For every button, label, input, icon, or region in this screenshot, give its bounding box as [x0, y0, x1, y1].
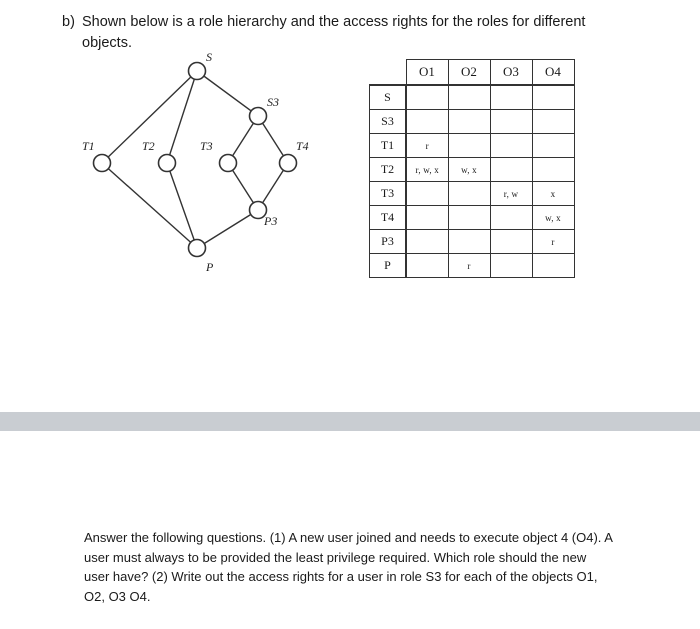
rights-cell [532, 134, 574, 158]
node-T1 [94, 155, 111, 172]
role-hierarchy-diagram [60, 50, 360, 290]
rights-cell [490, 254, 532, 278]
col-head-label: O2 [461, 64, 477, 79]
rights-cell [490, 85, 532, 110]
table-row [370, 158, 575, 182]
question-label: b) [62, 14, 75, 30]
role-cell: S [370, 85, 407, 110]
rights-cell [532, 158, 574, 182]
role-cell: T1 [370, 134, 407, 158]
edge-T1-P [102, 163, 197, 248]
rights-cell [406, 182, 448, 206]
rights-cell [406, 254, 448, 278]
rights-cell: r, w [490, 182, 532, 206]
edge-P3-P [197, 210, 258, 248]
rights-cell: r, w, x [406, 158, 448, 182]
rights-cell: w, x [532, 206, 574, 230]
rights-cell [406, 230, 448, 254]
node-T2 [159, 155, 176, 172]
rights-cell [490, 230, 532, 254]
rights-cell [490, 134, 532, 158]
role-cell: P3 [370, 230, 407, 254]
node-P [189, 240, 206, 257]
rights-cell [490, 158, 532, 182]
label-T1: T1 [82, 139, 95, 153]
rights-cell: r [532, 230, 574, 254]
rights-cell [448, 230, 490, 254]
question-text: Shown below is a role hierarchy and the access rights for the roles for different objects. [82, 14, 586, 51]
col-head-label: O4 [545, 64, 561, 79]
rights-cell: r [406, 134, 448, 158]
rights-cell [532, 85, 574, 110]
divider-band [0, 412, 700, 431]
hierarchy-edges [102, 71, 288, 248]
col-head-o2 [448, 60, 490, 86]
role-cell: T3 [370, 182, 407, 206]
role-cell: S3 [370, 110, 407, 134]
rights-cell [490, 206, 532, 230]
table-row [370, 182, 575, 206]
rights-cell [532, 254, 574, 278]
label-S: S [206, 50, 212, 64]
label-T4: T4 [296, 139, 309, 153]
answer-prompt: Answer the following questions. (1) A new user joined and needs to execute object 4 (O4). A user must always to be provided the least privilege required. Which role should the new user have? (2) Write out the access rights for a user in role S3 for each of the objects O1, O2, O3 O4. [84, 530, 613, 604]
node-S3 [250, 108, 267, 125]
col-head-label: O3 [503, 64, 519, 79]
label-S3: S3 [267, 95, 279, 109]
role-cell: T2 [370, 158, 407, 182]
rights-cell [532, 110, 574, 134]
table-row [370, 254, 575, 278]
rights-cell: r [448, 254, 490, 278]
rights-cell: x [532, 182, 574, 206]
node-T4 [280, 155, 297, 172]
col-head-label: O1 [419, 64, 435, 79]
rights-cell [406, 110, 448, 134]
label-P: P [206, 260, 214, 274]
role-cell: T4 [370, 206, 407, 230]
table-row [370, 206, 575, 230]
label-T3: T3 [200, 139, 213, 153]
table-row [370, 230, 575, 254]
label-T2: T2 [142, 139, 155, 153]
table-row [370, 85, 575, 110]
rights-cell [448, 134, 490, 158]
node-T3 [220, 155, 237, 172]
table-row [370, 134, 575, 158]
table-row [370, 110, 575, 134]
rights-cell [406, 85, 448, 110]
rights-cell [406, 206, 448, 230]
col-head-o1 [406, 60, 448, 86]
rights-cell [490, 110, 532, 134]
label-P3: P3 [264, 214, 278, 228]
rights-cell [448, 182, 490, 206]
rights-cell: w, x [448, 158, 490, 182]
col-head-o4 [532, 60, 574, 86]
node-S [189, 63, 206, 80]
col-head-o3 [490, 60, 532, 86]
rights-cell [448, 85, 490, 110]
table-header-row [370, 60, 575, 86]
access-rights-table [369, 59, 575, 278]
role-cell: P [370, 254, 407, 278]
edge-S-S3 [197, 71, 258, 116]
table-corner [370, 60, 407, 86]
rights-cell [448, 110, 490, 134]
rights-cell [448, 206, 490, 230]
